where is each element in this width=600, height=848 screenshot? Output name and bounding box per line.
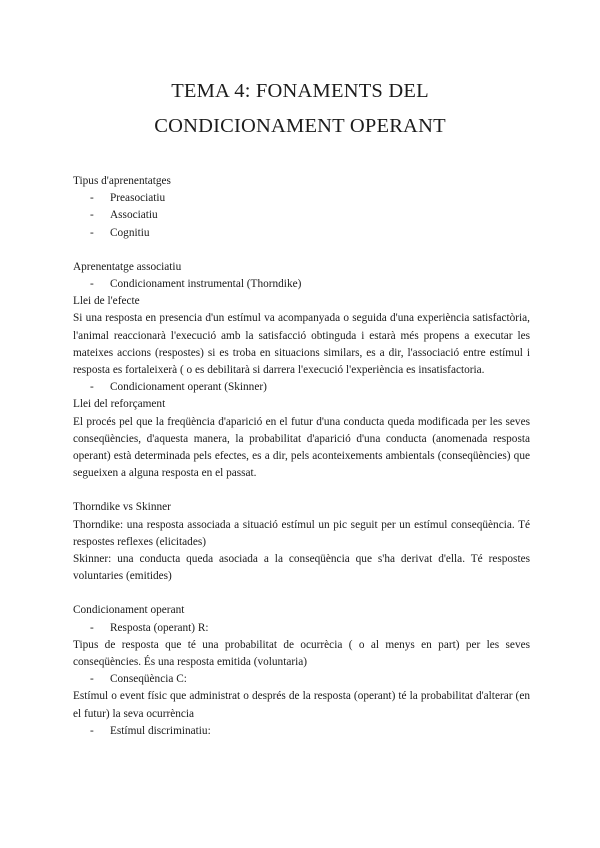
document-body: [73, 173, 530, 740]
law-of-effect-heading: Llei de l'efecte: [73, 295, 140, 308]
law-of-reinforcement-heading: Llei del reforçament: [73, 398, 166, 411]
bullet-dash: -: [90, 621, 94, 634]
list-item-text: Resposta (operant) R:: [110, 621, 209, 634]
section-heading-thorndike-vs-skinner: Thorndike vs Skinner: [73, 501, 171, 514]
list-item-text: Associatiu: [110, 209, 158, 222]
list-item: [73, 276, 530, 293]
list-item: [73, 723, 530, 740]
law-of-reinforcement-paragraph: El procés pel que la freqüència d'aparició en el futur d'una conducta queda modificada per les seves conseqüències, d'aquesta manera, la probabilitat d'aparició d'una conducta (anomenada resposta operant) està determinada pels efectes, es a dir, pels aconteixements ambientals (conseqüències) que segueixen a alguna resposta en el passat.: [73, 415, 530, 480]
thorndike-paragraph: Thorndike: una resposta associada a situació estímul un pic seguit per un estímul conseqüència. Té respostes reflexes (elicitades): [73, 518, 530, 548]
bullet-dash: -: [90, 724, 94, 737]
bullet-dash: -: [90, 673, 94, 686]
list-item: [73, 671, 530, 688]
list-item: [73, 190, 530, 207]
list-item: [73, 620, 530, 637]
law-of-effect-paragraph: Si una resposta en presencia d'un estímul va acompanyada o seguida d'una experiència satisfactòria, l'animal reaccionarà l'execució amb la satisfacció obtinguda i estarà més propens a executar les mateixes accions (respostes) si es troba en situacions similars, es a dir, l'associació entre estímul i resposta es fortaleixerà ( o es debilitarà si darrera l'execució l'experiència es insatisfactoria.: [73, 312, 530, 377]
list-item-text: Estímul discriminatiu:: [110, 724, 211, 737]
bullet-dash: -: [90, 226, 94, 239]
list-item-text: Condicionament instrumental (Thorndike): [110, 278, 302, 291]
response-definition-paragraph: Tipus de resposta que té una probabilitat de ocurrècia ( o al menys en part) per les seves conseqüències. És una resposta emitida (voluntaria): [73, 638, 530, 669]
list-item-text: Cognitiu: [110, 226, 150, 239]
list-item-text: Condicionament operant (Skinner): [110, 381, 267, 394]
consequence-definition-paragraph: Estímul o event físic que administrat o després de la resposta (operant) té la probabilitat d'alterar (en el futur) la seva ocurrència: [73, 690, 530, 720]
list-item: [73, 379, 530, 396]
skinner-paragraph: Skinner: una conducta queda asociada a la conseqüència que s'ha derivat d'ella. Té respostes voluntaries (emitides): [73, 553, 530, 583]
list-item-text: Conseqüència C:: [110, 673, 187, 686]
bullet-dash: -: [90, 209, 94, 222]
bullet-dash: -: [90, 192, 94, 205]
list-item-text: Preasociatiu: [110, 192, 166, 205]
page-title-line-2: CONDICIONAMENT OPERANT: [154, 115, 446, 137]
section-heading-associative-learning: Aprenentatge associatiu: [73, 260, 182, 273]
list-item: [73, 225, 530, 242]
list-item: [73, 207, 530, 224]
bullet-dash: -: [90, 278, 94, 291]
section-heading-learning-types: Tipus d'aprenentatges: [73, 175, 171, 187]
page-title-line-1: TEMA 4: FONAMENTS DEL: [171, 80, 429, 102]
section-heading-operant-conditioning: Condicionament operant: [73, 604, 185, 617]
bullet-dash: -: [90, 381, 94, 394]
